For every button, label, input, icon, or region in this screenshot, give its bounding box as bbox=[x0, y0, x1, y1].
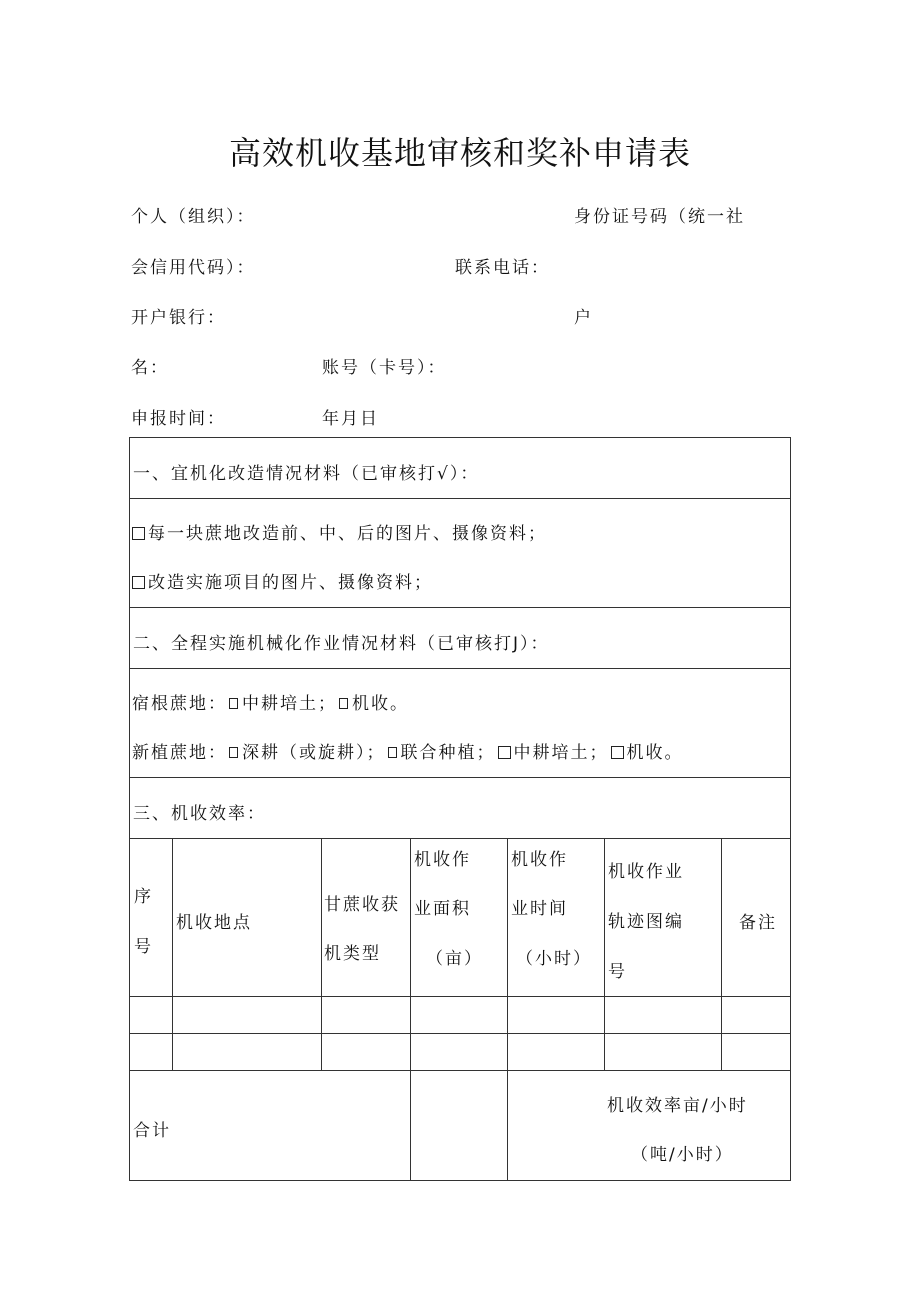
phone-label: 联系电话： bbox=[455, 258, 550, 278]
checkbox[interactable] bbox=[388, 747, 397, 758]
divider bbox=[129, 607, 791, 608]
column-header-seq: 号 bbox=[134, 937, 153, 957]
total-time-cell[interactable] bbox=[508, 1071, 604, 1180]
account-name-label: 户 bbox=[574, 308, 593, 328]
checklist-item-label: 机收。 bbox=[352, 694, 409, 714]
bank-label: 开户银行： bbox=[131, 308, 226, 328]
column-header-harvester-type: 机类型 bbox=[324, 944, 381, 964]
divider bbox=[129, 838, 791, 839]
checklist-item bbox=[132, 568, 433, 593]
checkbox[interactable] bbox=[229, 698, 238, 709]
checklist-item-label: 机收。 bbox=[626, 743, 684, 763]
column-header-area: 机收作 bbox=[414, 850, 471, 870]
checkbox[interactable] bbox=[498, 746, 511, 759]
checklist-item bbox=[132, 519, 547, 544]
efficiency-label: 机收效率亩/小时 bbox=[607, 1096, 748, 1116]
ratoon-cane-label: 宿根蔗地： bbox=[132, 694, 227, 714]
date-label: 申报时间： bbox=[131, 409, 226, 429]
column-header-area: （亩） bbox=[426, 949, 483, 969]
section3-heading: 三、机收效率： bbox=[133, 804, 266, 824]
person-label: 个人（组织）： bbox=[131, 207, 256, 227]
checklist-item-label: 改造实施项目的图片、摄像资料； bbox=[148, 573, 433, 593]
ratoon-cane-row bbox=[132, 689, 409, 714]
checklist-item-label: 中耕培土； bbox=[242, 694, 337, 714]
checklist-item-label: 深耕（或旋耕）； bbox=[242, 743, 386, 763]
account-name-label-continued: 名： bbox=[131, 358, 169, 378]
new-cane-label: 新植蔗地： bbox=[132, 743, 227, 763]
id-number-label-continued: 会信用代码）： bbox=[131, 258, 256, 278]
total-area-cell[interactable] bbox=[411, 1071, 507, 1180]
column-header-track-map: 号 bbox=[608, 962, 627, 982]
column-header-remark: 备注 bbox=[739, 913, 777, 933]
checkbox[interactable] bbox=[339, 698, 348, 709]
column-header-time: 机收作 bbox=[511, 850, 568, 870]
checkbox[interactable] bbox=[132, 527, 145, 540]
column-header-track-map: 机收作业 bbox=[608, 862, 684, 882]
section2-heading: 二、全程实施机械化作业情况材料（已审核打J）： bbox=[133, 634, 550, 654]
total-label: 合计 bbox=[133, 1121, 171, 1141]
page-title: 高效机收基地审核和奖补申请表 bbox=[228, 134, 691, 172]
column-header-location: 机收地点 bbox=[176, 913, 252, 933]
divider bbox=[129, 668, 791, 669]
column-header-time: （小时） bbox=[516, 949, 592, 969]
table-row[interactable] bbox=[130, 1034, 790, 1070]
efficiency-unit-label: （吨/小时） bbox=[631, 1145, 734, 1165]
date-value: 年月日 bbox=[322, 409, 379, 429]
id-number-label: 身份证号码（统一社 bbox=[574, 207, 745, 227]
divider bbox=[129, 777, 791, 778]
divider bbox=[129, 498, 791, 499]
column-header-area: 业面积 bbox=[414, 899, 471, 919]
table-row[interactable] bbox=[130, 997, 790, 1033]
checkbox[interactable] bbox=[229, 747, 238, 758]
checkbox[interactable] bbox=[132, 576, 145, 589]
column-header-time: 业时间 bbox=[511, 899, 568, 919]
column-header-seq: 序 bbox=[134, 887, 153, 907]
column-header-track-map: 轨迹图编 bbox=[608, 912, 684, 932]
checklist-item-label: 每一块蔗地改造前、中、后的图片、摄像资料； bbox=[148, 524, 547, 544]
checklist-item-label: 中耕培土； bbox=[513, 743, 609, 763]
column-header-harvester-type: 甘蔗收获 bbox=[324, 895, 400, 915]
section1-heading: 一、宜机化改造情况材料（已审核打√）： bbox=[133, 464, 480, 484]
checkbox[interactable] bbox=[611, 746, 624, 759]
checklist-item-label: 联合种植； bbox=[400, 743, 496, 763]
new-cane-row bbox=[132, 738, 684, 763]
account-number-label: 账号（卡号）： bbox=[322, 358, 447, 378]
